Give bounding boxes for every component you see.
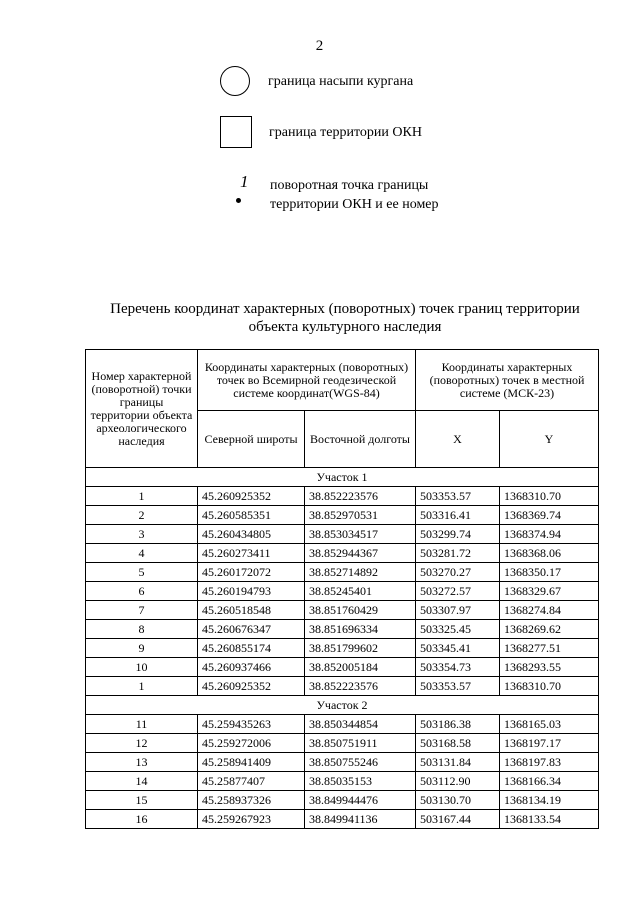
header-y: Y	[500, 411, 599, 468]
section-row	[86, 468, 599, 487]
cell-longitude: 38.849944476	[305, 791, 416, 810]
cell-y: 1368368.06	[500, 544, 599, 563]
cell-x: 503299.74	[416, 525, 500, 544]
cell-longitude: 38.85035153	[305, 772, 416, 791]
table-row	[86, 601, 599, 620]
table-row	[86, 658, 599, 677]
section-title: Участок 1	[86, 468, 599, 487]
table-row	[86, 791, 599, 810]
cell-point-number: 13	[86, 753, 198, 772]
cell-point-number: 8	[86, 620, 198, 639]
cell-y: 1368374.94	[500, 525, 599, 544]
cell-x: 503272.57	[416, 582, 500, 601]
cell-longitude: 38.85245401	[305, 582, 416, 601]
table-row	[86, 620, 599, 639]
table-row	[86, 487, 599, 506]
cell-latitude: 45.260273411	[198, 544, 305, 563]
cell-y: 1368310.70	[500, 487, 599, 506]
title-line-2: объекта культурного наследия	[248, 319, 442, 335]
cell-longitude: 38.851696334	[305, 620, 416, 639]
cell-longitude: 38.852223576	[305, 677, 416, 696]
cell-latitude: 45.260434805	[198, 525, 305, 544]
cell-longitude: 38.850755246	[305, 753, 416, 772]
cell-y: 1368274.84	[500, 601, 599, 620]
legend-point-label	[270, 176, 439, 214]
cell-point-number: 16	[86, 810, 198, 829]
cell-latitude: 45.260585351	[198, 506, 305, 525]
cell-longitude: 38.852223576	[305, 487, 416, 506]
cell-x: 503325.45	[416, 620, 500, 639]
legend-mound-boundary	[220, 66, 413, 96]
table-row	[86, 544, 599, 563]
cell-latitude: 45.260855174	[198, 639, 305, 658]
cell-point-number: 3	[86, 525, 198, 544]
cell-latitude: 45.258937326	[198, 791, 305, 810]
cell-latitude: 45.260925352	[198, 487, 305, 506]
header-latitude: Северной широты	[198, 411, 305, 468]
cell-y: 1368329.67	[500, 582, 599, 601]
cell-y: 1368269.62	[500, 620, 599, 639]
cell-x: 503354.73	[416, 658, 500, 677]
turning-point-icon	[220, 172, 254, 212]
cell-point-number: 10	[86, 658, 198, 677]
table-row	[86, 639, 599, 658]
legend-turning-point	[220, 172, 439, 214]
table-row	[86, 772, 599, 791]
table-row	[86, 582, 599, 601]
cell-y: 1368293.55	[500, 658, 599, 677]
cell-longitude: 38.849941136	[305, 810, 416, 829]
cell-latitude: 45.260518548	[198, 601, 305, 620]
cell-latitude: 45.25877407	[198, 772, 305, 791]
cell-x: 503353.57	[416, 487, 500, 506]
square-icon	[220, 116, 252, 148]
cell-x: 503130.70	[416, 791, 500, 810]
cell-point-number: 6	[86, 582, 198, 601]
cell-longitude: 38.852005184	[305, 658, 416, 677]
cell-y: 1368197.17	[500, 734, 599, 753]
cell-longitude: 38.850751911	[305, 734, 416, 753]
cell-point-number: 5	[86, 563, 198, 582]
cell-x: 503168.58	[416, 734, 500, 753]
cell-longitude: 38.851799602	[305, 639, 416, 658]
cell-y: 1368197.83	[500, 753, 599, 772]
table-row	[86, 715, 599, 734]
legend-territory-label: граница территории ОКН	[269, 124, 422, 140]
cell-latitude: 45.260925352	[198, 677, 305, 696]
cell-point-number: 9	[86, 639, 198, 658]
table-row	[86, 506, 599, 525]
document-title	[90, 300, 600, 336]
cell-longitude: 38.851760429	[305, 601, 416, 620]
cell-y: 1368310.70	[500, 677, 599, 696]
cell-y: 1368166.34	[500, 772, 599, 791]
cell-x: 503353.57	[416, 677, 500, 696]
cell-point-number: 7	[86, 601, 198, 620]
cell-x: 503131.84	[416, 753, 500, 772]
cell-y: 1368369.74	[500, 506, 599, 525]
table-row	[86, 810, 599, 829]
cell-y: 1368350.17	[500, 563, 599, 582]
header-longitude: Восточной долготы	[305, 411, 416, 468]
cell-point-number: 11	[86, 715, 198, 734]
header-msk23: Координаты характерных (поворотных) точек в местной системе (МСК-23)	[416, 350, 599, 411]
cell-latitude: 45.259267923	[198, 810, 305, 829]
table-row	[86, 563, 599, 582]
legend-point-line1: поворотная точка границы	[270, 178, 429, 193]
cell-longitude: 38.852944367	[305, 544, 416, 563]
dot-icon	[236, 198, 241, 203]
cell-x: 503316.41	[416, 506, 500, 525]
cell-longitude: 38.852714892	[305, 563, 416, 582]
cell-longitude: 38.852970531	[305, 506, 416, 525]
cell-y: 1368134.19	[500, 791, 599, 810]
cell-latitude: 45.260172072	[198, 563, 305, 582]
cell-x: 503281.72	[416, 544, 500, 563]
cell-x: 503270.27	[416, 563, 500, 582]
cell-x: 503112.90	[416, 772, 500, 791]
cell-point-number: 4	[86, 544, 198, 563]
legend-mound-label: граница насыпи кургана	[268, 73, 414, 89]
header-x: X	[416, 411, 500, 468]
table-row	[86, 753, 599, 772]
title-line-1: Перечень координат характерных (поворотных) точек границ территории	[110, 301, 580, 317]
cell-point-number: 1	[86, 487, 198, 506]
section-row	[86, 696, 599, 715]
cell-latitude: 45.260937466	[198, 658, 305, 677]
cell-point-number: 15	[86, 791, 198, 810]
cell-y: 1368165.03	[500, 715, 599, 734]
cell-y: 1368133.54	[500, 810, 599, 829]
cell-x: 503345.41	[416, 639, 500, 658]
cell-point-number: 14	[86, 772, 198, 791]
turning-point-number: 1	[240, 172, 249, 191]
coordinates-table	[85, 349, 599, 829]
section-title: Участок 2	[86, 696, 599, 715]
legend-point-line2: территории ОКН и ее номер	[270, 197, 439, 212]
cell-longitude: 38.850344854	[305, 715, 416, 734]
cell-latitude: 45.259272006	[198, 734, 305, 753]
table-row	[86, 525, 599, 544]
cell-y: 1368277.51	[500, 639, 599, 658]
cell-longitude: 38.853034517	[305, 525, 416, 544]
cell-point-number: 1	[86, 677, 198, 696]
table-row	[86, 734, 599, 753]
cell-latitude: 45.258941409	[198, 753, 305, 772]
cell-latitude: 45.259435263	[198, 715, 305, 734]
header-wgs84: Координаты характерных (поворотных) точек во Всемирной геодезической системе координат(WGS-84)	[198, 350, 416, 411]
cell-point-number: 2	[86, 506, 198, 525]
cell-x: 503167.44	[416, 810, 500, 829]
legend-territory-boundary	[220, 116, 422, 148]
page-number: 2	[315, 38, 324, 54]
cell-latitude: 45.260676347	[198, 620, 305, 639]
cell-latitude: 45.260194793	[198, 582, 305, 601]
cell-point-number: 12	[86, 734, 198, 753]
cell-x: 503186.38	[416, 715, 500, 734]
header-point-number: Номер характерной (поворотной) точки границы территории объекта археологического наследия	[86, 350, 198, 468]
table-row	[86, 677, 599, 696]
cell-x: 503307.97	[416, 601, 500, 620]
circle-icon	[220, 66, 250, 96]
